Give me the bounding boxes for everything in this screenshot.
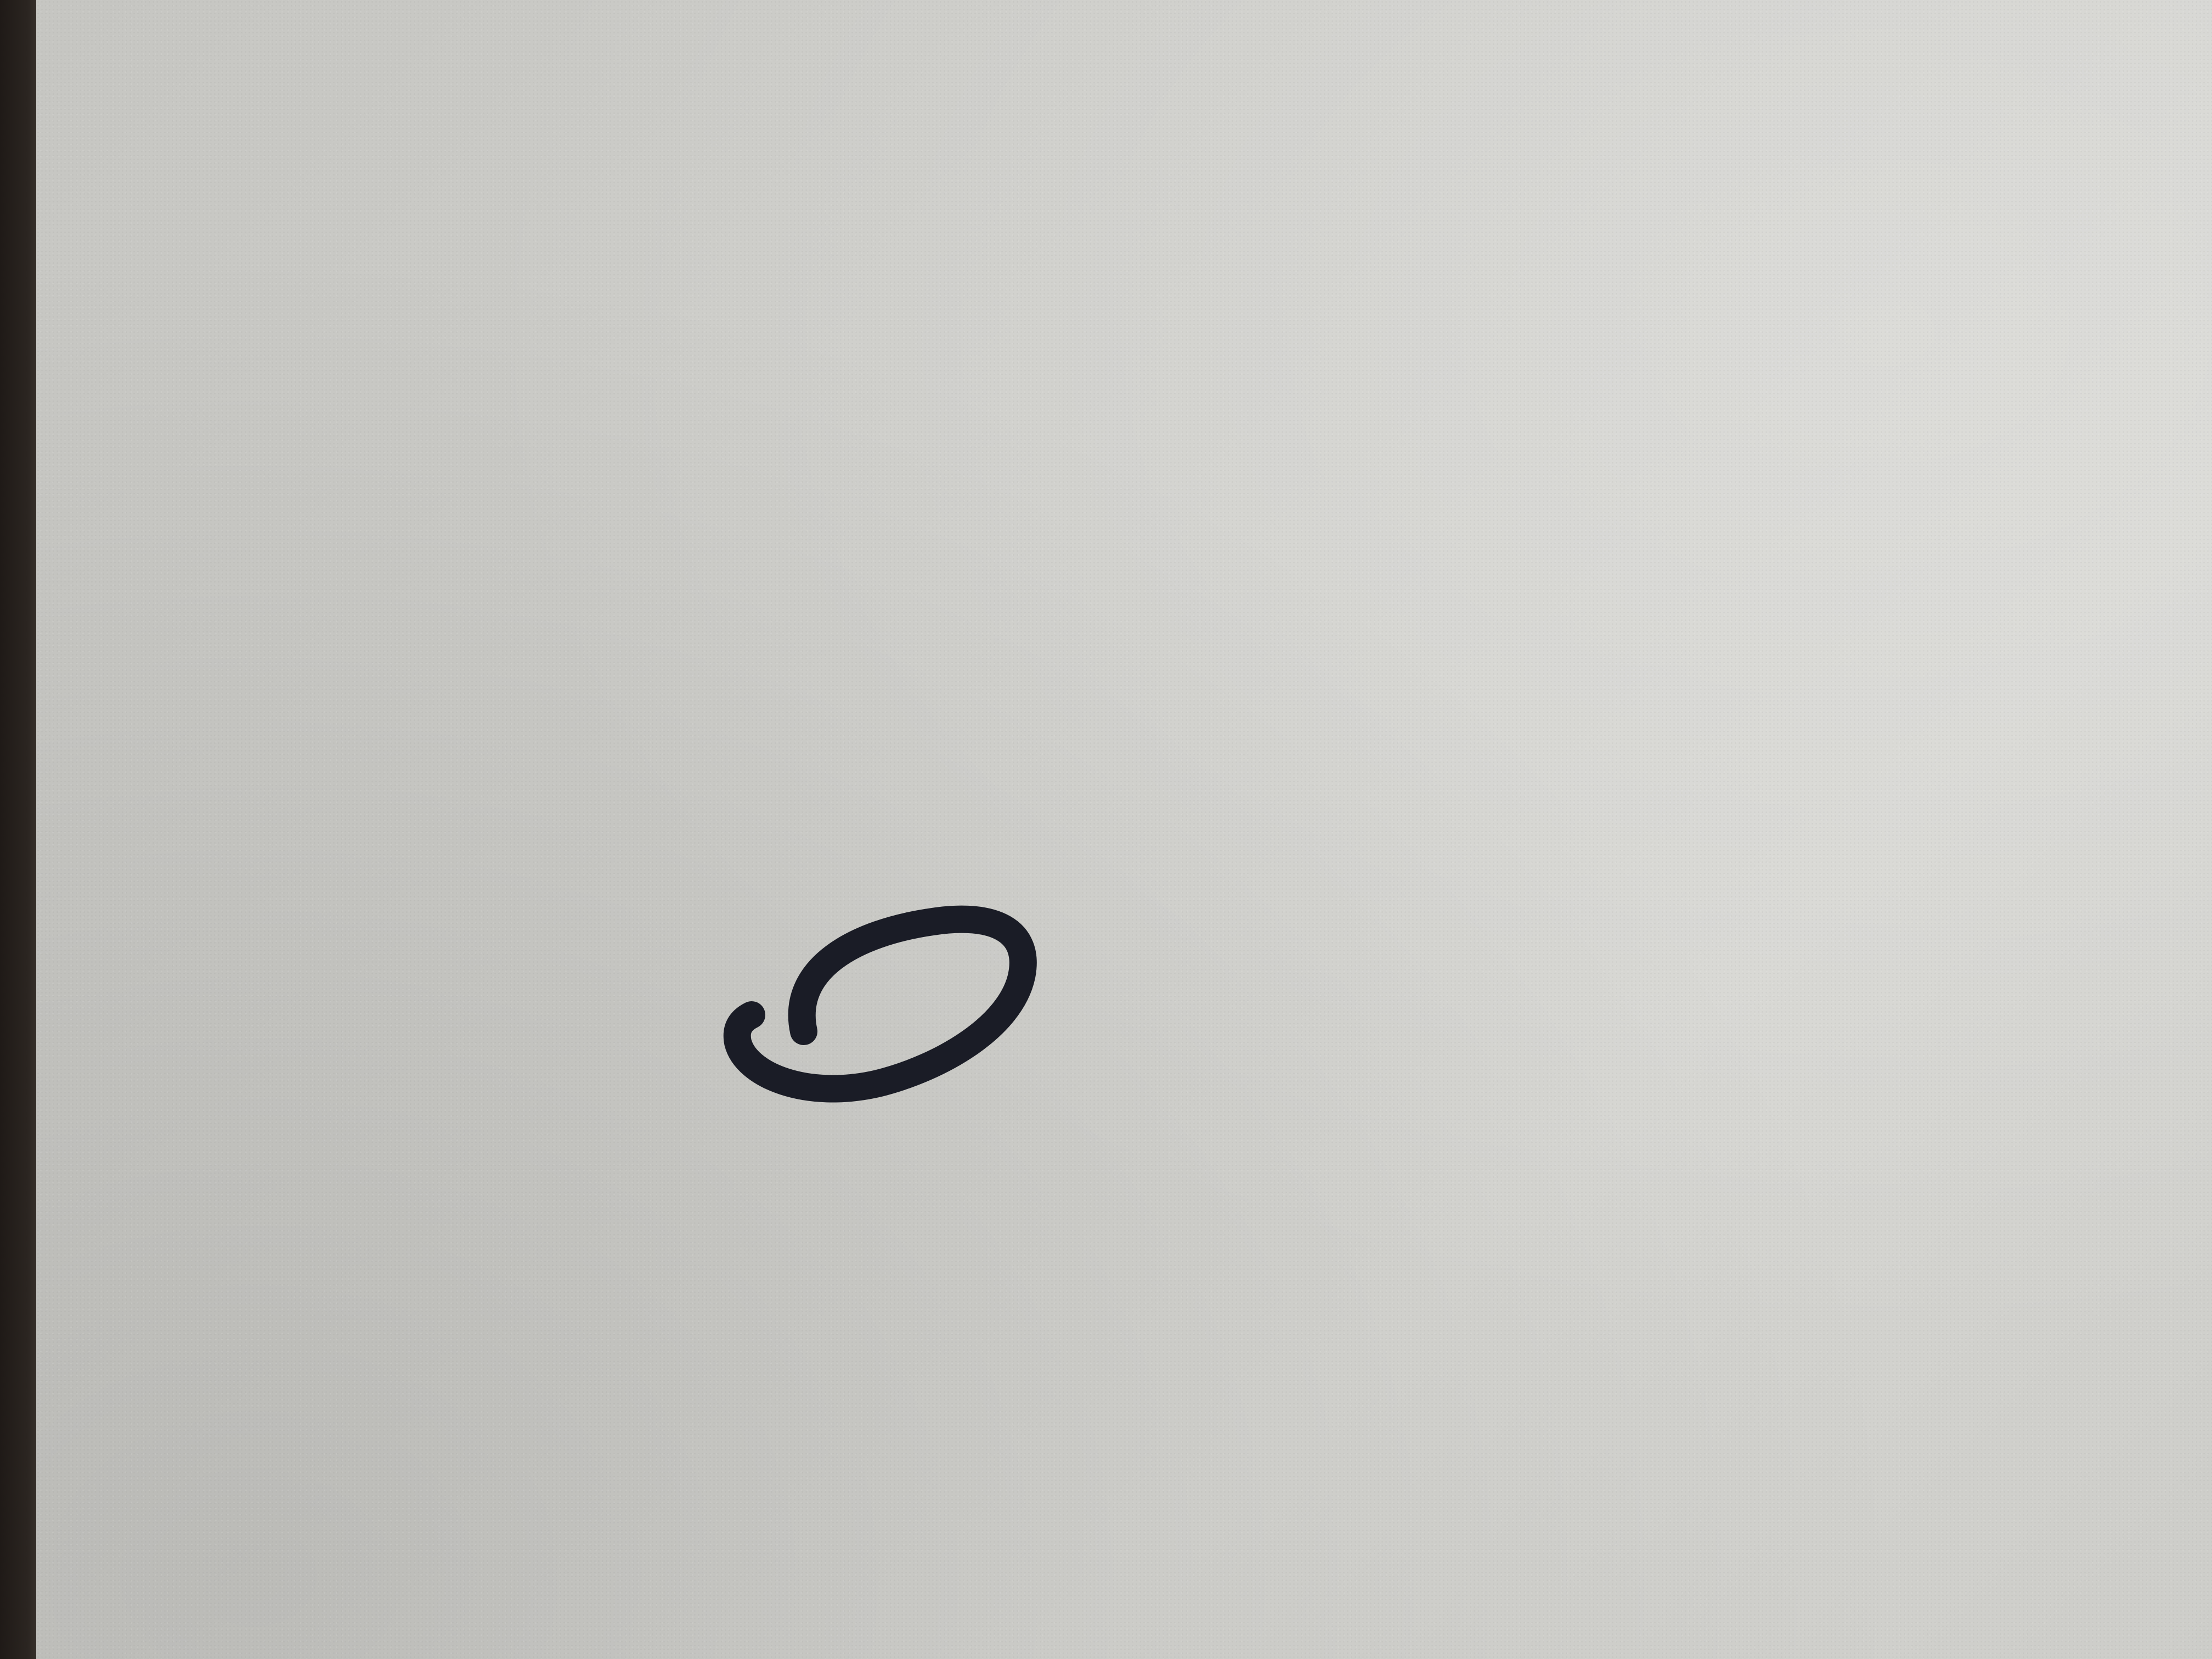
zero-stroke <box>737 919 1023 1089</box>
